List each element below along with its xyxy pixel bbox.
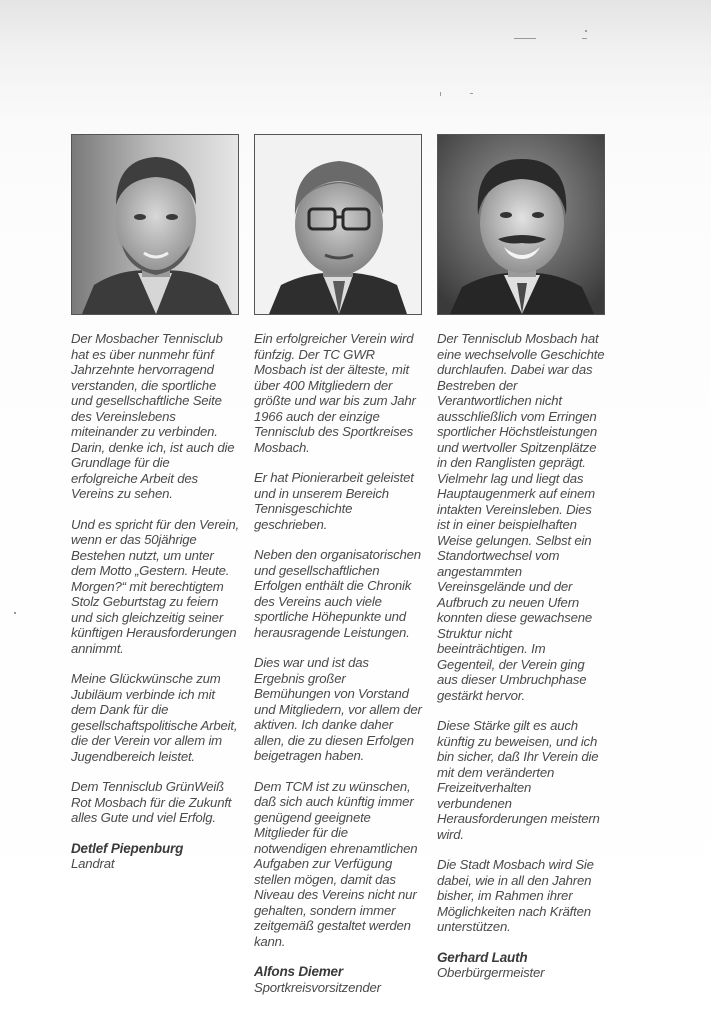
paragraph: Und es spricht für den Verein, wenn er das 50jährige Bestehen nutzt, um unter dem Motto „Gestern. Heute. Morgen?“ mit berechtigtem Stolz Geburtstag zu feiern und sich gleichzeitig seiner künftigen Herausforderungen annimmt.	[71, 516, 239, 656]
portrait-illustration	[72, 135, 238, 314]
portrait-photo	[437, 134, 605, 315]
scan-speck	[514, 38, 536, 39]
greeting-text	[71, 331, 239, 872]
paragraph: Ein erfolgreicher Verein wird fünfzig. Der TC GWR Mosbach ist der älteste, mit über 400 Mitgliedern der größte und war bis zum Jahr 1966 auch der einzige Tennisclub des Sportkreises Mosbach.	[254, 331, 416, 455]
greeting-column-landrat	[71, 134, 239, 872]
paragraph: Er hat Pionierarbeit geleistet und in unserem Bereich Tennisgeschichte geschrieben.	[254, 470, 414, 532]
portrait-photo	[254, 134, 422, 315]
paragraph: Meine Glückwünsche zum Jubiläum verbinde ich mit dem Dank für die gesellschaftspolitische Arbeit, die der Verein vor allem im Jugendbereich leistet.	[71, 671, 238, 764]
greeting-column-oberbuergermeister	[437, 134, 605, 981]
signatory-name: Alfons Diemer	[254, 964, 343, 979]
signatory-title: Oberbürgermeister	[437, 965, 545, 980]
paragraph: Dies war und ist das Ergebnis großer Bemühungen von Vorstand und Mitgliedern, vor allem der aktiven. Ich danke daher allen, die zu diesen Erfolgen beigetragen haben.	[254, 655, 422, 763]
paragraph: Neben den organisatorischen und gesellschaftlichen Erfolgen enthält die Chronik des Vereins auch viele sportliche Höhepunkte und herausragende Leistungen.	[254, 547, 421, 640]
signatory-title: Sportkreisvorsitzender	[254, 979, 381, 995]
scan-speck	[582, 38, 587, 39]
greeting-text	[254, 331, 422, 995]
signatory-title: Landrat	[71, 856, 115, 871]
greeting-text	[437, 331, 605, 981]
paragraph: Diese Stärke gilt es auch künftig zu beweisen, und ich bin sicher, daß Ihr Verein die mit dem veränderten Freizeitverhalten verbundenen Herausforderungen meistern wird.	[437, 718, 600, 842]
signatory-name: Detlef Piepenburg	[71, 840, 184, 856]
scan-speck	[14, 612, 16, 614]
paragraph: Der Tennisclub Mosbach hat eine wechselvolle Geschichte durchlaufen. Dabei war das Bestreben der Verantwortlichen nicht ausschließlich vom Erringen sportlicher Höchstleistungen und wertvoller Spitzenplätze in den Ranglisten geprägt. Vielmehr lag und liegt das Hauptaugenmerk auf einem intakten Vereinsleben. Dies ist in einer beispielhaften Weise gelungen. Selbst ein Standortwechsel vom angestammten Vereinsgelände und der Aufbruch zu neuen Ufern konnten diese gewachsene Struktur nicht beeinträchtigen. Im Gegenteil, der Verein ging aus dieser Umbruchphase gestärkt hervor.	[437, 331, 605, 703]
paragraph: Der Mosbacher Tennisclub hat es über nunmehr fünf Jahrzehnte hervorragend verstanden, die sportliche und gesellschaftliche Seite des Vereinslebens miteinander zu verbinden. Darin, denke ich, ist auch die Grundlage für die erfolgreiche Arbeit des Vereins zu sehen.	[71, 331, 235, 501]
portrait-photo	[71, 134, 239, 315]
signatory-name: Gerhard Lauth	[437, 949, 528, 965]
scan-speck	[470, 93, 473, 94]
paragraph: Die Stadt Mosbach wird Sie dabei, wie in all den Jahren bisher, im Rahmen ihrer Möglichkeiten nach Kräften unterstützen.	[437, 857, 594, 934]
greeting-column-sportkreis	[254, 134, 422, 995]
portrait-illustration	[255, 135, 421, 314]
paragraph: Dem Tennisclub GrünWeiß Rot Mosbach für die Zukunft alles Gute und viel Erfolg.	[71, 779, 232, 825]
scan-speck	[440, 92, 441, 96]
portrait-illustration	[438, 135, 604, 314]
scan-speck	[585, 30, 587, 32]
paragraph: Dem TCM ist zu wünschen, daß sich auch künftig immer genügend geeignete Mitglieder für die notwendigen ehrenamtlichen Aufgaben zur Verfügung stellen mögen, damit das Niveau des Vereins nicht nur gehalten, sondern immer zeitgemäß gestaltet werden kann.	[254, 778, 418, 949]
